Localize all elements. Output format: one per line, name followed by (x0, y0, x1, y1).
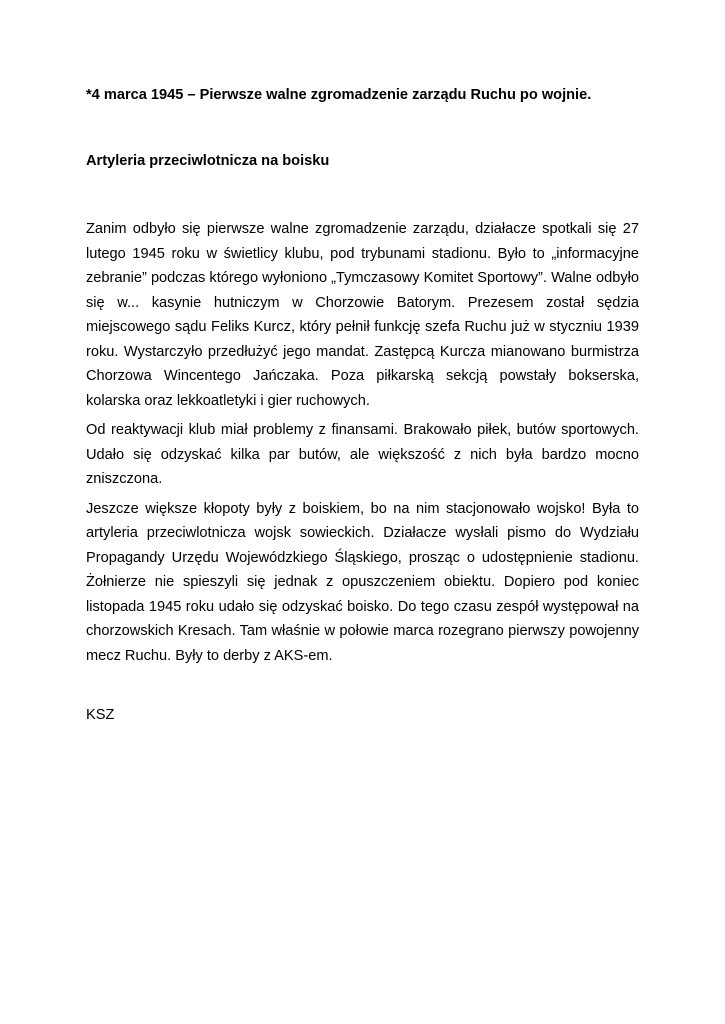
author-signature: KSZ (86, 707, 115, 723)
document-content (86, 84, 639, 726)
article-body (86, 217, 639, 668)
paragraph-2: Od reaktywacji klub miał problemy z finansami. Brakowało piłek, butów sportowych. Udało się odzyskać kilka par butów, ale większość z nich była bardzo mocno zniszczona. (86, 422, 639, 487)
paragraph-1: Zanim odbyło się pierwsze walne zgromadzenie zarządu, działacze spotkali się 27 lutego 1945 roku w świetlicy klubu, pod trybunami stadionu. Było to „informacyjne zebranie” podczas którego wyłoniono „Tymczasowy Komitet Sportowy”. Walne odbyło się w... kasynie hutniczym w Chorzowie Batorym. Prezesem został sędzia miejscowego sądu Feliks Kurcz, który pełnił funkcję szefa Ruchu już w styczniu 1939 roku. Wystarczyło przedłużyć jego mandat. Zastępcą Kurcza mianowano burmistrza Chorzowa Wincentego Jańczaka. Poza piłkarską sekcją powstały bokserska, kolarska oraz lekkoatletyki i gier ruchowych. (86, 221, 639, 409)
section-title: Artyleria przeciwlotnicza na boisku (86, 153, 330, 169)
date-heading: *4 marca 1945 – Pierwsze walne zgromadzenie zarządu Ruchu po wojnie. (86, 87, 592, 103)
paragraph-3: Jeszcze większe kłopoty były z boiskiem, bo na nim stacjonowało wojsko! Była to artyleria przeciwlotnicza wojsk sowieckich. Działacze wysłali pismo do Wydziału Propagandy Urzędu Wojewódzkiego Śląskiego, prosząc o udostępnienie stadionu. Żołnierze nie spieszyli się jednak z opuszczeniem obiektu. Dopiero pod koniec listopada 1945 roku udało się odzyskać boisko. Do tego czasu zespół występował na chorzowskich Kresach. Tam właśnie w połowie marca rozegrano pierwszy powojenny mecz Ruchu. Były to derby z AKS-em. (86, 500, 639, 664)
